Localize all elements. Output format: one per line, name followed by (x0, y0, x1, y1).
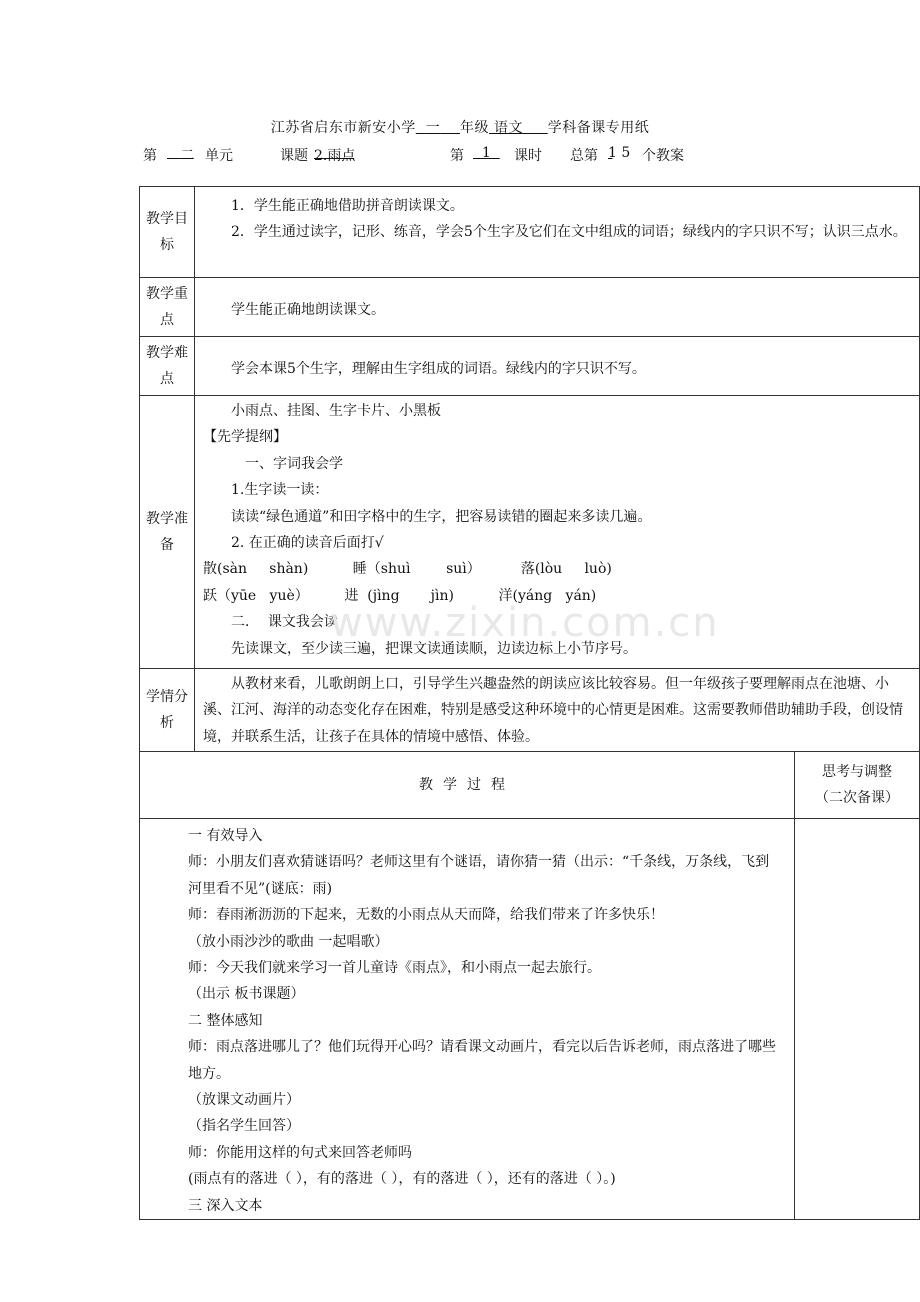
difficulties-text: 学会本课5个生字，理解由生字组成的词语。绿线内的字只识不写。 (231, 360, 646, 377)
process-line: 师：今天我们就来学习一首儿童诗《雨点》，和小雨点一起去旅行。 (188, 960, 601, 977)
process-line: 三 深入文本 (188, 1197, 263, 1214)
analysis-row (140, 669, 920, 752)
objectives-content (195, 187, 920, 278)
process-line: （放小雨沙沙的歌曲 一起唱歌） (188, 933, 389, 950)
process-content (140, 819, 795, 1220)
analysis-content (195, 669, 920, 752)
key-points-label: 教学重点 (140, 278, 195, 337)
preparation-label: 教学准备 (140, 396, 195, 669)
process-line: 师：小朋友们喜欢猜谜语吗？老师这里有个谜语，请你猜一猜（出示：“千条线，万条线，飞到河里看不见”(谜底：雨) (188, 854, 770, 897)
key-points-content (195, 278, 920, 337)
pinyin-line: 跃（yūe yuè） 进 (jìng jìn) 洋(yáng yán) (203, 587, 597, 604)
process-line: 二 整体感知 (188, 1012, 263, 1029)
unit-value: 二 (180, 148, 195, 164)
page-title (0, 117, 920, 137)
total-suffix: 个教案 (642, 148, 684, 164)
process-line: （放课文动画片） (188, 1092, 300, 1109)
unit-suffix: 单元 (205, 148, 233, 164)
watermark: www.zixin.com.cn (330, 600, 720, 646)
objective-item: 2．学生通过读字，记形、练音，学会5个生字及它们在文中组成的词语；绿线内的字只识不写；认识三点水。 (231, 224, 907, 241)
prep-line: 1.生字读一读： (231, 482, 329, 499)
prep-line: 一、字词我会学 (245, 455, 343, 472)
preparation-content (195, 396, 920, 669)
difficulties-content (195, 337, 920, 396)
analysis-label: 学情分析 (140, 669, 195, 752)
unit-label: 第 (143, 148, 157, 164)
topic-label: 课题 (280, 148, 308, 164)
reflection-subtitle: （二次备课） (815, 790, 899, 806)
key-points-row (140, 278, 920, 337)
pinyin-line: 散(sàn shàn) 睡（shuì suì） 落(lòu luò) (203, 561, 612, 578)
grade-suffix: 年级 (460, 120, 489, 136)
process-body-row (140, 819, 920, 1220)
title-suffix: 学科备课专用纸 (547, 120, 650, 136)
prep-line: 读读“绿色通道”和田字格中的生字，把容易读错的圈起来多读几遍。 (231, 508, 652, 525)
process-line: （指名学生回答） (188, 1118, 300, 1135)
key-points-text: 学生能正确地朗读课文。 (231, 301, 385, 318)
lesson-value: 1 (481, 145, 491, 161)
reflection-title: 思考与调整 (822, 764, 892, 780)
difficulties-label: 教学难点 (140, 337, 195, 396)
prep-line: 小雨点、挂图、生字卡片、小黑板 (231, 403, 441, 419)
process-line: (雨点有的落进（ ），有的落进（ ），有的落进（ ），还有的落进（ ）。) (188, 1171, 616, 1188)
reflection-heading (795, 752, 920, 819)
objectives-row (140, 187, 920, 278)
school-name: 江苏省启东市新安小学 (270, 120, 416, 136)
total-label: 总第 (570, 148, 598, 164)
prep-line: 先读课文，至少读三遍，把课文读通读顺，边读边标上小节序号。 (231, 640, 637, 657)
process-header-row (140, 752, 920, 819)
objectives-label: 教学目标 (140, 187, 195, 278)
objective-item: 1．学生能正确地借助拼音朗读课文。 (231, 198, 464, 214)
prep-line: 二． 课文我会读 (231, 614, 338, 631)
lesson-label: 第 (450, 148, 464, 164)
subject-value: 语文 (493, 120, 523, 136)
lesson-suffix: 课时 (514, 148, 542, 164)
prep-line: 2. 在正确的读音后面打√ (231, 535, 384, 552)
topic-value: 2.雨点 (314, 148, 356, 164)
process-line: 一 有效导入 (188, 828, 263, 844)
process-line: 师：春雨淅沥沥的下起来，无数的小雨点从天而降，给我们带来了许多快乐！ (188, 907, 664, 924)
lesson-plan-table (139, 186, 920, 1220)
process-heading: 教学过程 (140, 752, 795, 819)
process-line: 师：雨点落进哪儿了？他们玩得开心吗？请看课文动画片，看完以后告诉老师，雨点落进了哪些地方。 (188, 1039, 776, 1082)
reflection-content (795, 819, 920, 1220)
analysis-text: 从教材来看，儿歌朗朗上口，引导学生兴趣盎然的朗读应该比较容易。但一年级孩子要理解雨点在池塘、小溪、江河、海洋的动态变化存在困难，特别是感受这种环境中的心情更是困难。这需要教师借助辅助手段，创设情境，并联系生活，让孩子在具体的情境中感悟、体验。 (203, 676, 903, 745)
process-line: 师：你能用这样的句式来回答老师吗 (188, 1144, 412, 1161)
difficulties-row (140, 337, 920, 396)
process-line: （出示 板书课题） (188, 986, 305, 1003)
prep-line: 【先学提纲】 (203, 429, 287, 446)
total-value: 1 5 (608, 145, 631, 161)
preparation-row (140, 396, 920, 669)
grade-value: 一 (425, 120, 441, 136)
